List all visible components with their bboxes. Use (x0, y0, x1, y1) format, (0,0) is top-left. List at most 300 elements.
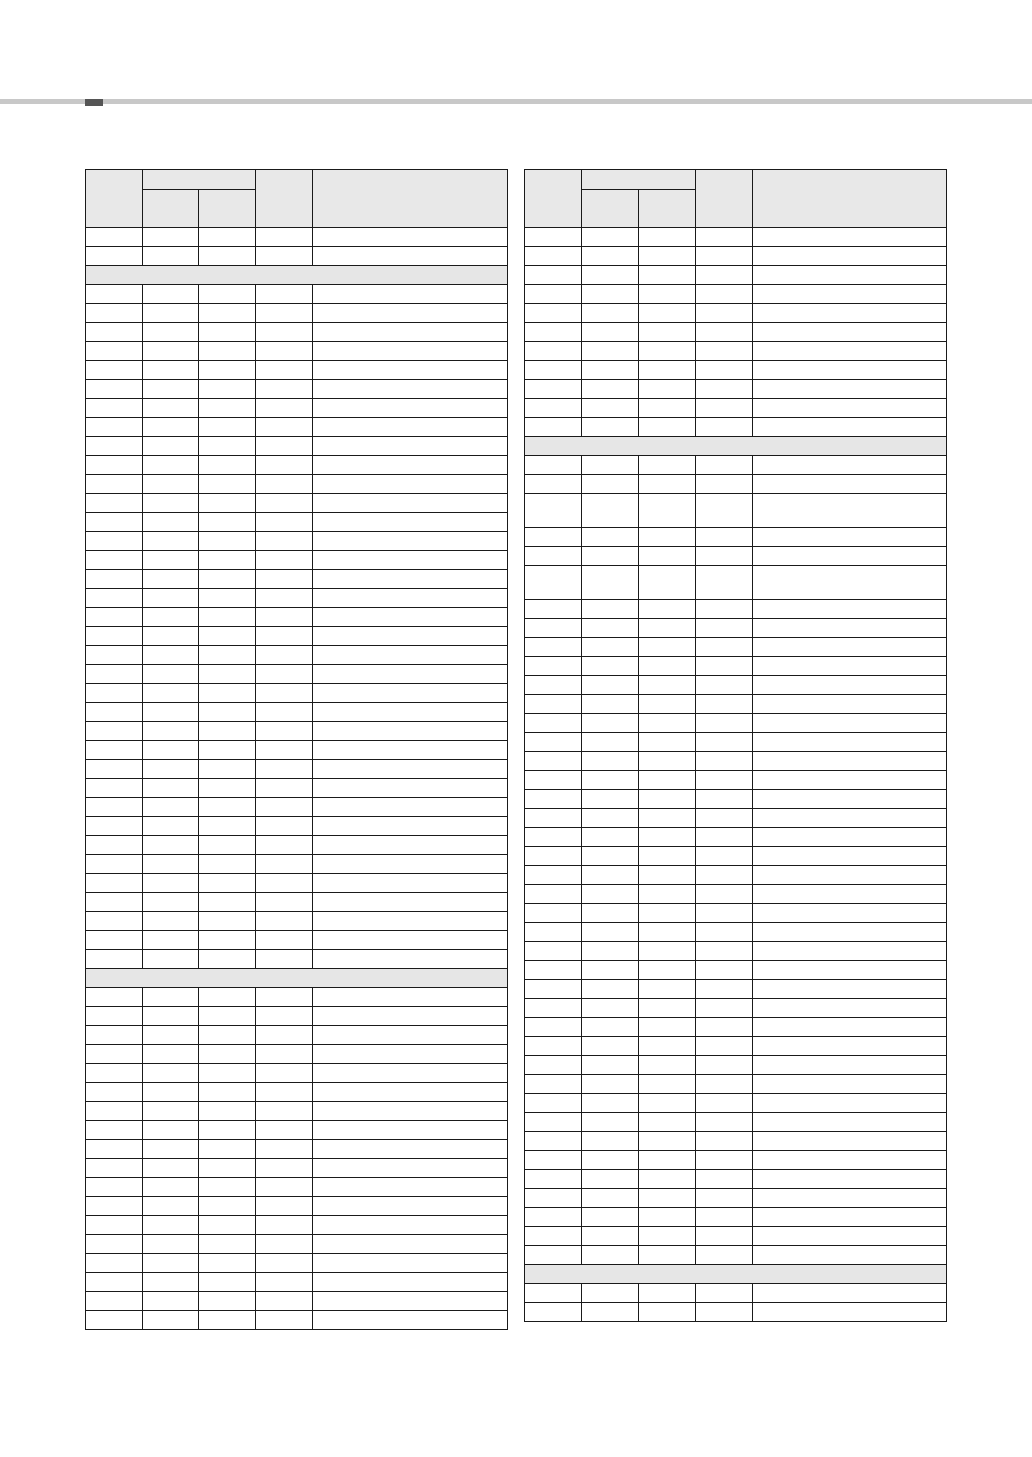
table-cell (199, 456, 256, 475)
table-row (86, 874, 508, 893)
table-cell (525, 1018, 582, 1037)
table-cell (313, 1121, 508, 1140)
table-cell (256, 494, 313, 513)
table-cell (582, 1170, 639, 1189)
table-row (525, 1227, 947, 1246)
table-row (86, 1121, 508, 1140)
table-cell (199, 893, 256, 912)
table-row (525, 790, 947, 809)
table-cell (525, 1056, 582, 1075)
table-cell (313, 665, 508, 684)
table-cell (582, 1189, 639, 1208)
table-row (525, 809, 947, 828)
table-cell (199, 285, 256, 304)
table-cell (199, 931, 256, 950)
table-cell (256, 323, 313, 342)
table-cell (582, 380, 639, 399)
table-cell (86, 912, 143, 931)
table-cell (525, 904, 582, 923)
table-cell (639, 714, 696, 733)
table-cell (639, 399, 696, 418)
table-cell (313, 456, 508, 475)
table-cell (86, 323, 143, 342)
table-cell (639, 619, 696, 638)
table-cell (313, 703, 508, 722)
table-row (525, 923, 947, 942)
section-row (86, 266, 508, 285)
table-row (86, 1254, 508, 1273)
table-cell (753, 942, 947, 961)
table-cell (199, 399, 256, 418)
table-cell (696, 942, 753, 961)
table-cell (639, 1246, 696, 1265)
table-cell (256, 760, 313, 779)
table-cell (696, 1208, 753, 1227)
table-cell (256, 304, 313, 323)
table-cell (143, 874, 199, 893)
table-cell (696, 733, 753, 752)
table-cell (313, 323, 508, 342)
table-cell (313, 646, 508, 665)
table-cell (639, 733, 696, 752)
table-cell (753, 771, 947, 790)
table-cell (582, 771, 639, 790)
table-row (86, 855, 508, 874)
table-cell (696, 1246, 753, 1265)
table-row (525, 657, 947, 676)
table-cell (753, 1037, 947, 1056)
section-cell (525, 1265, 947, 1284)
table-cell (639, 418, 696, 437)
table-cell (582, 342, 639, 361)
table-cell (143, 950, 199, 969)
table-cell (753, 866, 947, 885)
table-row (525, 1037, 947, 1056)
table-cell (256, 1083, 313, 1102)
table-cell (86, 285, 143, 304)
table-row (525, 494, 947, 528)
table-cell (199, 1121, 256, 1140)
table-cell (199, 608, 256, 627)
table-cell (639, 1094, 696, 1113)
table-cell (582, 323, 639, 342)
table-cell (525, 1075, 582, 1094)
table-cell (143, 722, 199, 741)
table-row (86, 1292, 508, 1311)
table-cell (256, 817, 313, 836)
subheader-cell (582, 190, 639, 228)
table-row (525, 1303, 947, 1322)
table-cell (525, 714, 582, 733)
table-row (525, 528, 947, 547)
table-cell (639, 676, 696, 695)
table-cell (753, 418, 947, 437)
table-cell (199, 703, 256, 722)
table-cell (256, 1216, 313, 1235)
table-cell (582, 547, 639, 566)
table-cell (525, 1037, 582, 1056)
table-cell (696, 475, 753, 494)
table-row (525, 456, 947, 475)
table-cell (199, 380, 256, 399)
header-group-cell (582, 170, 696, 190)
table-cell (199, 836, 256, 855)
table-cell (143, 931, 199, 950)
table-cell (639, 266, 696, 285)
table-row (86, 1178, 508, 1197)
table-row (525, 695, 947, 714)
table-cell (313, 1045, 508, 1064)
table-cell (143, 285, 199, 304)
table-row (525, 1284, 947, 1303)
table-row (86, 589, 508, 608)
table-cell (753, 638, 947, 657)
table-cell (256, 589, 313, 608)
table-cell (313, 1064, 508, 1083)
table-row (86, 817, 508, 836)
table-cell (256, 855, 313, 874)
table-cell (696, 1056, 753, 1075)
table-cell (639, 980, 696, 999)
table-cell (313, 285, 508, 304)
header-cell (86, 170, 143, 228)
table-cell (86, 1292, 143, 1311)
table-cell (753, 323, 947, 342)
table-cell (696, 771, 753, 790)
table-cell (256, 456, 313, 475)
table-row (86, 437, 508, 456)
table-row (525, 942, 947, 961)
table-cell (753, 1246, 947, 1265)
table-cell (639, 923, 696, 942)
table-cell (696, 266, 753, 285)
table-row (86, 1102, 508, 1121)
table-cell (753, 790, 947, 809)
table-cell (86, 589, 143, 608)
table-cell (525, 361, 582, 380)
table-cell (696, 1132, 753, 1151)
table-cell (313, 608, 508, 627)
table-cell (199, 1178, 256, 1197)
table-cell (696, 904, 753, 923)
parameter-table-left (85, 169, 508, 1330)
table-row (86, 1273, 508, 1292)
table-cell (313, 589, 508, 608)
table-row (86, 228, 508, 247)
table-cell (639, 1227, 696, 1246)
table-row (86, 912, 508, 931)
table-cell (86, 380, 143, 399)
table-cell (639, 1132, 696, 1151)
table-cell (696, 1151, 753, 1170)
table-row (86, 1026, 508, 1045)
table-cell (696, 1113, 753, 1132)
table-row (525, 904, 947, 923)
table-cell (582, 1303, 639, 1322)
table-cell (86, 1273, 143, 1292)
table-header-row (86, 170, 508, 190)
table-cell (696, 285, 753, 304)
table-cell (313, 513, 508, 532)
table-cell (143, 1311, 199, 1330)
table-cell (582, 1246, 639, 1265)
table-cell (256, 684, 313, 703)
table-cell (696, 1075, 753, 1094)
table-cell (696, 600, 753, 619)
table-row (525, 1189, 947, 1208)
table-cell (753, 695, 947, 714)
parameter-table-right (524, 169, 947, 1322)
table-cell (143, 437, 199, 456)
table-cell (696, 752, 753, 771)
table-cell (199, 798, 256, 817)
section-cell (525, 437, 947, 456)
table-cell (753, 847, 947, 866)
table-cell (753, 1189, 947, 1208)
table-cell (199, 722, 256, 741)
table-cell (86, 608, 143, 627)
table-cell (696, 638, 753, 657)
table-row (86, 988, 508, 1007)
table-cell (313, 1007, 508, 1026)
table-cell (313, 1102, 508, 1121)
table-cell (199, 228, 256, 247)
table-cell (525, 323, 582, 342)
table-cell (313, 418, 508, 437)
table-cell (313, 760, 508, 779)
table-cell (313, 627, 508, 646)
table-row (525, 228, 947, 247)
table-cell (753, 380, 947, 399)
table-cell (696, 228, 753, 247)
table-cell (525, 809, 582, 828)
table-cell (143, 1083, 199, 1102)
table-cell (86, 361, 143, 380)
table-cell (582, 418, 639, 437)
header-tab-marker (85, 99, 103, 106)
table-cell (582, 809, 639, 828)
table-cell (525, 418, 582, 437)
table-cell (753, 475, 947, 494)
table-cell (199, 342, 256, 361)
table-cell (313, 1026, 508, 1045)
table-cell (525, 566, 582, 600)
table-cell (582, 1094, 639, 1113)
table-cell (199, 1026, 256, 1045)
table-cell (143, 703, 199, 722)
table-row (525, 418, 947, 437)
table-cell (639, 304, 696, 323)
table-cell (639, 323, 696, 342)
table-cell (753, 961, 947, 980)
table-cell (582, 866, 639, 885)
table-cell (639, 600, 696, 619)
table-row (525, 323, 947, 342)
table-cell (86, 741, 143, 760)
table-cell (86, 1007, 143, 1026)
table-cell (696, 1018, 753, 1037)
table-cell (199, 513, 256, 532)
table-cell (753, 342, 947, 361)
table-cell (753, 228, 947, 247)
table-cell (313, 817, 508, 836)
table-cell (199, 1216, 256, 1235)
table-cell (639, 547, 696, 566)
table-cell (753, 1018, 947, 1037)
table-cell (639, 475, 696, 494)
table-cell (753, 247, 947, 266)
table-cell (256, 608, 313, 627)
table-cell (256, 247, 313, 266)
table-cell (696, 1303, 753, 1322)
table-cell (582, 1208, 639, 1227)
table-cell (313, 1216, 508, 1235)
table-cell (753, 1284, 947, 1303)
table-row (525, 1170, 947, 1189)
table-row (86, 1235, 508, 1254)
table-cell (143, 532, 199, 551)
table-cell (313, 399, 508, 418)
table-cell (199, 1254, 256, 1273)
table-cell (639, 790, 696, 809)
table-row (86, 1159, 508, 1178)
table-cell (696, 790, 753, 809)
table-cell (86, 304, 143, 323)
table-cell (525, 1208, 582, 1227)
table-cell (256, 380, 313, 399)
table-cell (582, 1075, 639, 1094)
table-cell (696, 676, 753, 695)
table-cell (86, 532, 143, 551)
table-cell (199, 437, 256, 456)
table-cell (86, 855, 143, 874)
table-cell (199, 779, 256, 798)
table-cell (143, 1045, 199, 1064)
table-cell (696, 847, 753, 866)
table-cell (256, 931, 313, 950)
section-row (86, 969, 508, 988)
table-cell (639, 1170, 696, 1189)
table-cell (256, 570, 313, 589)
table-cell (86, 1121, 143, 1140)
table-row (525, 866, 947, 885)
table-cell (86, 760, 143, 779)
table-cell (525, 942, 582, 961)
table-row (86, 608, 508, 627)
table-cell (525, 695, 582, 714)
table-row (525, 247, 947, 266)
table-cell (753, 494, 947, 528)
table-cell (753, 733, 947, 752)
table-cell (639, 456, 696, 475)
table-cell (582, 980, 639, 999)
table-row (525, 342, 947, 361)
table-cell (582, 790, 639, 809)
table-cell (199, 950, 256, 969)
table-cell (199, 1140, 256, 1159)
table-cell (86, 1045, 143, 1064)
table-cell (256, 912, 313, 931)
table-cell (199, 988, 256, 1007)
table-cell (143, 342, 199, 361)
table-cell (525, 1303, 582, 1322)
table-cell (256, 703, 313, 722)
table-cell (143, 589, 199, 608)
table-cell (86, 874, 143, 893)
table-cell (256, 950, 313, 969)
table-cell (582, 733, 639, 752)
table-cell (199, 1273, 256, 1292)
table-cell (753, 1075, 947, 1094)
table-cell (143, 494, 199, 513)
table-cell (199, 589, 256, 608)
table-cell (753, 1056, 947, 1075)
table-cell (199, 323, 256, 342)
table-cell (143, 304, 199, 323)
table-cell (143, 228, 199, 247)
table-cell (86, 779, 143, 798)
table-cell (199, 760, 256, 779)
table-row (86, 456, 508, 475)
table-row (525, 1208, 947, 1227)
table-cell (582, 456, 639, 475)
table-cell (86, 931, 143, 950)
table-cell (753, 285, 947, 304)
table-cell (639, 1018, 696, 1037)
table-cell (696, 380, 753, 399)
table-cell (582, 247, 639, 266)
table-cell (753, 809, 947, 828)
table-cell (86, 1064, 143, 1083)
table-cell (696, 247, 753, 266)
table-cell (582, 638, 639, 657)
table-cell (256, 1178, 313, 1197)
table-cell (256, 342, 313, 361)
table-cell (696, 547, 753, 566)
table-cell (696, 1170, 753, 1189)
table-cell (525, 228, 582, 247)
table-cell (696, 1189, 753, 1208)
table-row (86, 627, 508, 646)
table-cell (639, 866, 696, 885)
table-cell (753, 657, 947, 676)
table-cell (86, 817, 143, 836)
table-cell (525, 885, 582, 904)
table-cell (525, 657, 582, 676)
table-cell (582, 1151, 639, 1170)
table-cell (639, 247, 696, 266)
table-row (525, 999, 947, 1018)
table-row (525, 380, 947, 399)
table-cell (582, 475, 639, 494)
table-cell (86, 836, 143, 855)
table-cell (696, 494, 753, 528)
table-cell (313, 779, 508, 798)
table-header-row (525, 170, 947, 190)
table-row (86, 247, 508, 266)
table-row (86, 1064, 508, 1083)
table-cell (143, 836, 199, 855)
table-cell (696, 828, 753, 847)
table-cell (313, 1292, 508, 1311)
table-cell (696, 885, 753, 904)
table-row (86, 551, 508, 570)
table-cell (143, 323, 199, 342)
table-cell (639, 809, 696, 828)
table-row (86, 513, 508, 532)
table-cell (525, 752, 582, 771)
table-row (525, 1151, 947, 1170)
